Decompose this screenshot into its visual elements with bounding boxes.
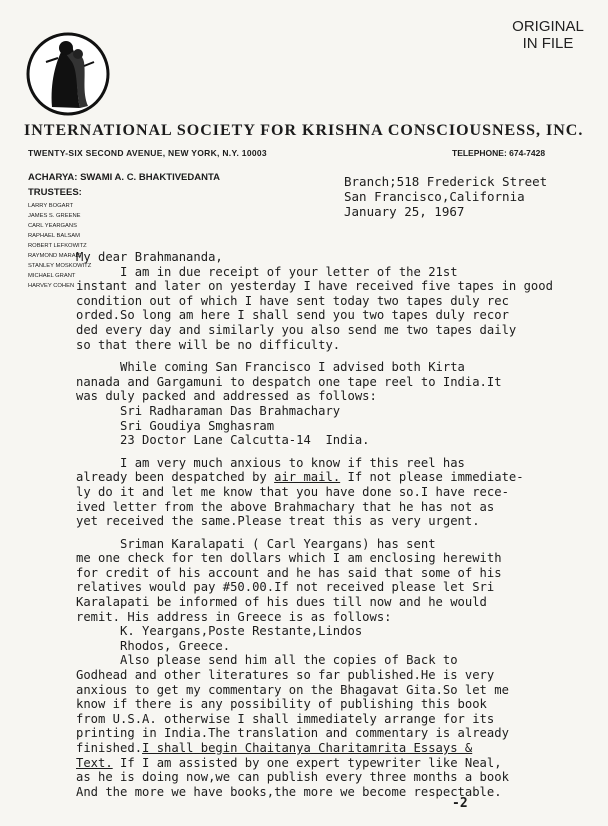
text-line: Rhodos, Greece.	[76, 638, 231, 653]
paragraph-2	[76, 360, 596, 448]
page-number: -2	[452, 796, 468, 811]
text-line: ly do it and let me know that you have done so.I have rece-	[76, 484, 509, 499]
text-line: was duly packed and addressed as follows:	[76, 389, 377, 404]
text-line: from U.S.A. otherwise I shall immediately arrange for its	[76, 711, 495, 726]
trustee-name: RAPHAEL BALSAM	[28, 233, 80, 239]
trustee-name: MICHAEL GRANT	[28, 273, 76, 279]
trustee-name: JAMES S. GREENE	[28, 213, 81, 219]
letter-body	[76, 250, 596, 799]
text-line: ived letter from the above Brahmachary that he has not as	[76, 499, 495, 514]
society-logo-icon	[22, 22, 114, 126]
text-line: anxious to get my commentary on the Bhagavat Gita.So let me	[76, 682, 509, 697]
trustee-name: HARVEY COHEN	[28, 283, 75, 289]
text-run: If I am assisted by one expert typewriter like Neal,	[112, 755, 502, 770]
text-line: I am in due receipt of your letter of the 21st	[76, 264, 458, 279]
paragraph-3	[76, 456, 596, 529]
text-line: instant and later on yesterday I have received five tapes in good	[76, 279, 553, 294]
trustee-name: LARRY BOGART	[28, 203, 74, 209]
text-line	[76, 470, 596, 485]
text-line: Sri Goudiya Smghasram	[76, 418, 275, 433]
organization-address: TWENTY-SIX SECOND AVENUE, NEW YORK, N.Y. 10003	[28, 148, 267, 158]
branch-line-2: San Francisco,California	[344, 189, 525, 204]
salutation: My dear Brahmananda,	[76, 250, 223, 264]
air-mail-underlined: air mail.	[274, 470, 341, 485]
text-line	[76, 756, 596, 771]
stamp-line-2: IN FILE	[522, 35, 574, 52]
letter-date: January 25, 1967	[344, 204, 465, 219]
text-run: finished.	[76, 741, 143, 755]
text-line: K. Yeargans,Poste Restante,Lindos	[76, 624, 363, 639]
text-run: already been despatched by	[76, 470, 275, 485]
text-line: Also please send him all the copies of Back to	[76, 653, 458, 668]
text-line: so that there will be no difficulty.	[76, 337, 341, 352]
trustee-name: RAYMOND MARAIS	[28, 253, 82, 259]
text-line: know if there is any possibility of publishing this book	[76, 697, 487, 712]
text-line: Karalapati be informed of his dues till now and he would	[76, 595, 487, 610]
text-line: as he is doing now,we can publish every three months a book	[76, 770, 509, 785]
text-line: Godhead and other literatures so far published.He is very	[76, 668, 495, 683]
text-line: condition out of which I have sent today two tapes duly rec	[76, 293, 509, 308]
text-line: nanada and Gargamuni to despatch one tape reel to India.It	[76, 374, 502, 389]
branch-line-1: Branch;518 Frederick Street	[344, 174, 548, 189]
trustee-name: STANLEY MOSKOWITZ	[28, 263, 92, 269]
paragraph-4	[76, 537, 596, 654]
branch-address-block	[344, 174, 547, 219]
trustee-name: CARL YEARGANS	[28, 223, 77, 229]
text-line: I am very much anxious to know if this reel has	[76, 455, 465, 470]
text-line: 23 Doctor Lane Calcutta-14 India.	[76, 433, 370, 448]
text-line: yet received the same.Please treat this as very urgent.	[76, 514, 480, 529]
text-underlined: Text.	[76, 755, 113, 770]
text-line: me one check for ten dollars which I am enclosing herewith	[76, 551, 502, 566]
paragraph-1	[76, 265, 596, 353]
acharya-line: ACHARYA: SWAMI A. C. BHAKTIVEDANTA	[28, 172, 220, 183]
trustees-heading: TRUSTEES:	[28, 187, 82, 198]
original-in-file-stamp	[498, 18, 598, 52]
text-line: orded.So long am here I shall send you two tapes duly recor	[76, 308, 509, 323]
stamp-line-1: ORIGINAL	[512, 18, 584, 35]
text-run: If not please immediate-	[340, 470, 524, 485]
text-line: relatives would pay #50.00.If not received please let Sri	[76, 580, 495, 595]
text-line: ded every day and similarly you also send me two tapes daily	[76, 322, 517, 337]
organization-phone: TELEPHONE: 674-7428	[452, 148, 546, 158]
text-line: remit. His address in Greece is as follows:	[76, 609, 392, 624]
text-line: While coming San Francisco I advised both Kirta	[76, 360, 465, 375]
text-line: Sriman Karalapati ( Carl Yeargans) has sent	[76, 536, 436, 551]
text-line: printing in India.The translation and commentary is already	[76, 726, 509, 741]
organization-name: INTERNATIONAL SOCIETY FOR KRISHNA CONSCIOUSNESS, INC.	[24, 122, 584, 139]
text-line	[76, 741, 596, 756]
trustee-name: ROBERT LEFKOWITZ	[28, 243, 87, 249]
text-line: Sri Radharaman Das Brahmachary	[76, 403, 341, 418]
chaitanya-underlined: I shall begin Chaitanya Charitamrita Essays &	[142, 741, 473, 755]
text-line: And the more we have books,the more we become respectable.	[76, 784, 502, 799]
text-line: for credit of his account and he has said that some of his	[76, 565, 502, 580]
paragraph-5	[76, 653, 596, 799]
